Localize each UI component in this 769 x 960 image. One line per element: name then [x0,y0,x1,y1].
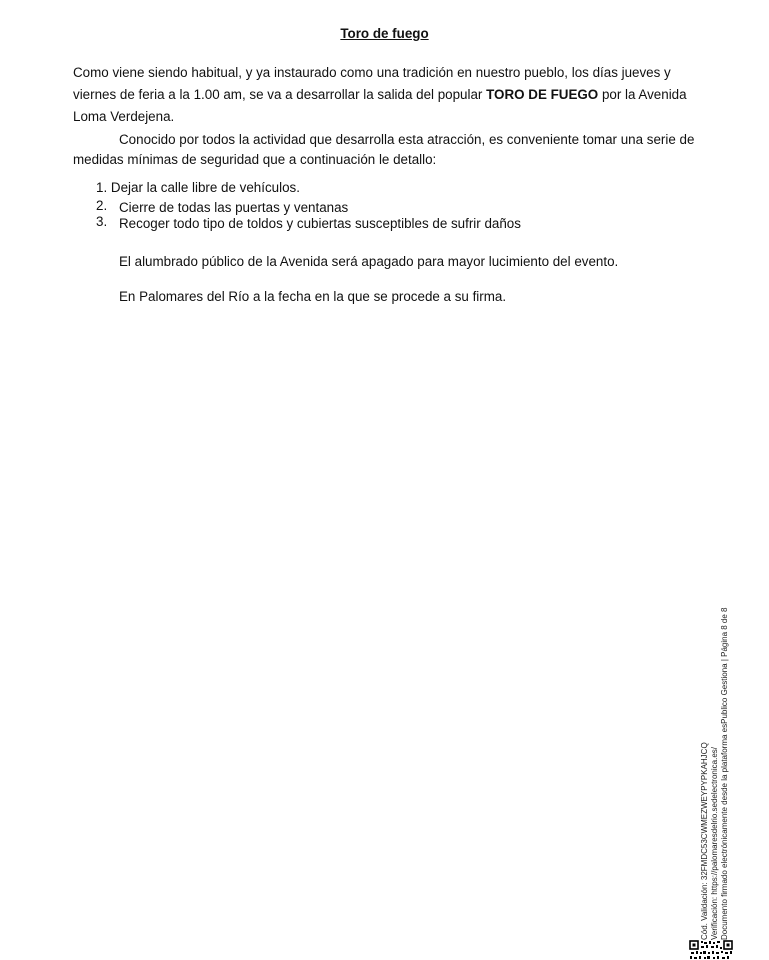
list-item-text: Dejar la calle libre de vehículos. [110,180,300,195]
intro-paragraph [73,62,698,128]
list-item-number: 3. [96,214,108,229]
list-item-number: 2. [96,198,108,213]
list-item-text: Recoger todo tipo de toldos y cubiertas susceptibles de sufrir daños [119,216,521,231]
list-item-number: 1. [96,180,108,195]
intro-text-after: por la Avenida Loma Verdejena. [73,87,687,124]
qr-code-icon [689,940,733,960]
validation-side-text [700,607,740,940]
list-item [96,216,521,231]
intro-text-bold: TORO DE FUEGO [486,87,599,102]
list-item [96,200,348,215]
list-item [96,180,300,195]
document-title: Toro de fuego [340,26,429,41]
intro-text-before: Como viene siendo habitual, y ya instaurado como una tradición en nuestro pueblo, los días jueves y viernes de feria a la 1.00 am, se va a desarrollar la salida del popular [73,65,671,102]
list-item-text: Cierre de todas las puertas y ventanas [119,200,349,215]
safety-paragraph: Conocido por todos la actividad que desarrolla esta atracción, es conveniente tomar una serie de medidas mínimas de seguridad que a continuación le detallo: [73,132,695,167]
validation-code: Cód. Validación: 32FMDC53CWMEZWEYPYPKAHJCQ [700,742,709,940]
verification-url: Verificación: https://palomaresdelrio.sedelectronica.es/ [710,747,719,940]
lighting-paragraph: El alumbrado público de la Avenida será apagado para mayor lucimiento del evento. [119,254,619,269]
signature-paragraph: En Palomares del Río a la fecha en la que se procede a su firma. [119,289,507,304]
signature-platform-note: Documento firmado electrónicamente desde la plataforma esPublico Gestiona | Página 8 de 8 [720,607,729,940]
